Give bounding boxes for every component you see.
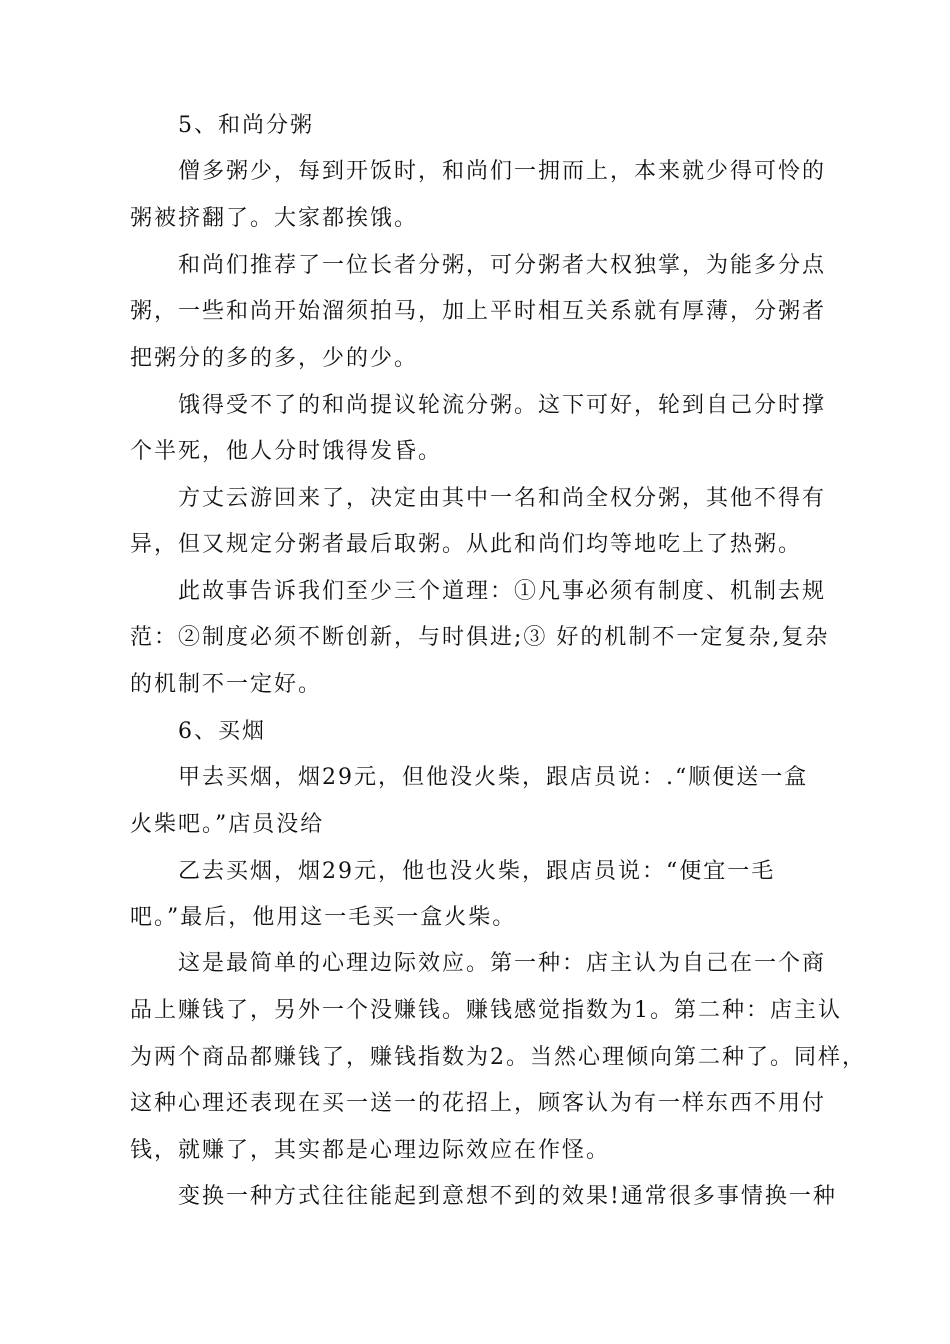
paragraph-line: 吧。”最后，他用这一毛买一盒火柴。 — [130, 905, 517, 930]
paragraph-line: 品上赚钱了，另外一个没赚钱。赚钱感觉指数为1。第二种：店主认 — [130, 998, 842, 1023]
paragraph-line: 粥，一些和尚开始溜须拍马，加上平时相互关系就有厚薄，分粥者 — [130, 299, 827, 324]
paragraph-line: 此故事告诉我们至少三个道理：①凡事必须有制度、机制去规 — [178, 579, 827, 604]
paragraph-line: 变换一种方式往往能起到意想不到的效果!通常很多事情换一种 — [178, 1184, 837, 1209]
paragraph-line: 钱，就赚了，其实都是心理边际效应在作怪。 — [130, 1138, 611, 1163]
paragraph-line: 异，但又规定分粥者最后取粥。从此和尚们均等地吃上了热粥。 — [130, 532, 803, 557]
section-heading-6: 6、买烟 — [178, 719, 266, 744]
paragraph-line: 为两个商品都赚钱了，赚钱指数为2。当然心理倾向第二种了。同样， — [130, 1045, 866, 1070]
paragraph-line: 饿得受不了的和尚提议轮流分粥。这下可好，轮到自己分时撑 — [178, 393, 827, 418]
paragraph-line: 的机制不一定好。 — [130, 672, 323, 697]
paragraph-line: 甲去买烟，烟29元，但他没火柴，跟店员说：.“顺便送一盒 — [178, 765, 809, 790]
paragraph-line: 乙去买烟，烟29元，他也没火柴，跟店员说：“便宜一毛 — [178, 859, 776, 884]
paragraph-line: 方丈云游回来了，决定由其中一名和尚全权分粥，其他不得有 — [178, 486, 827, 511]
paragraph-line: 这种心理还表现在买一送一的花招上，顾客认为有一样东西不用付 — [130, 1091, 827, 1116]
paragraph-line: 火柴吧。”店员没给 — [130, 812, 325, 837]
paragraph-line: 这是最简单的心理边际效应。第一种：店主认为自己在一个商 — [178, 951, 827, 976]
paragraph-line: 僧多粥少，每到开饭时，和尚们一拥而上，本来就少得可怜的 — [178, 159, 827, 184]
paragraph-line: 粥被挤翻了。大家都挨饿。 — [130, 206, 419, 231]
section-heading-5: 5、和尚分粥 — [178, 113, 314, 138]
paragraph-line: 个半死，他人分时饿得发昏。 — [130, 439, 443, 464]
paragraph-line: 把粥分的多的多，少的少。 — [130, 346, 419, 371]
paragraph-line: 范：②制度必须不断创新，与时俱进;③ 好的机制不一定复杂,复杂 — [130, 625, 830, 650]
paragraph-line: 和尚们推荐了一位长者分粥，可分粥者大权独掌，为能多分点 — [178, 253, 827, 278]
